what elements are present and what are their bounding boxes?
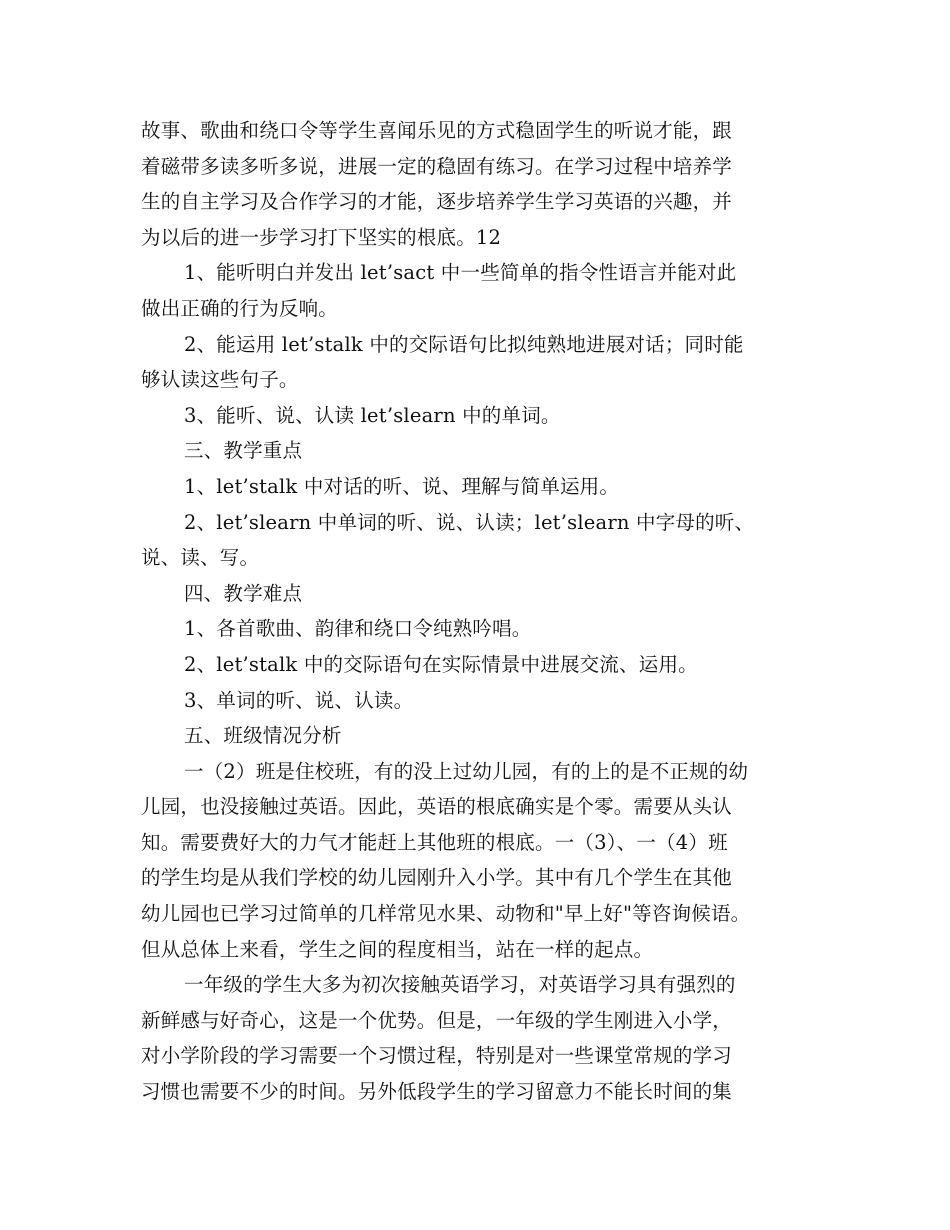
text-line: 新鲜感与好奇心，这是一个优势。但是，一年级的学生刚进入小学， (141, 1008, 733, 1032)
section-heading: 五、班级情况分析 (184, 724, 342, 748)
text-line: 生的自主学习及合作学习的才能，逐步培养学生学习英语的兴趣，并 (141, 190, 733, 214)
text-line: 着磁带多读多听多说，进展一定的稳固有练习。在学习过程中培养学 (141, 154, 733, 178)
text-line: 习惯也需要不少的时间。另外低段学生的学习留意力不能长时间的集 (141, 1080, 733, 1104)
paragraph-start: 一（2）班是住校班，有的没上过幼儿园，有的上的是不正规的幼 (184, 759, 749, 783)
text-line: 对小学阶段的学习需要一个习惯过程，特别是对一些课堂常规的学习 (141, 1044, 733, 1068)
list-item: 2、let’stalk 中的交际语句在实际情景中进展交流、运用。 (184, 652, 698, 676)
document-body (141, 113, 821, 1110)
text-line: 的学生均是从我们学校的幼儿园刚升入小学。其中有几个学生在其他 (141, 866, 733, 890)
list-item: 1、let’stalk 中对话的听、说、理解与简单运用。 (184, 474, 620, 498)
objective-item: 3、能听、说、认读 let’slearn 中的单词。 (184, 403, 561, 427)
objective-item: 1、能听明白并发出 let’sact 中一些简单的指令性语言并能对此 (184, 261, 737, 285)
objective-item: 2、能运用 let’stalk 中的交际语句比拟纯熟地进展对话；同时能 (184, 332, 744, 356)
text-line: 做出正确的行为反响。 (141, 296, 339, 320)
text-line: 知。需要费好大的力气才能赶上其他班的根底。一（3）、一（4）班 (141, 830, 728, 854)
list-item: 1、各首歌曲、韵律和绕口令纯熟吟唱。 (184, 617, 532, 641)
text-line: 为以后的进一步学习打下坚实的根底。12 (141, 225, 502, 249)
text-line: 但从总体上来看，学生之间的程度相当，站在一样的起点。 (141, 937, 654, 961)
paragraph-start: 一年级的学生大多为初次接触英语学习，对英语学习具有强烈的 (184, 973, 736, 997)
section-heading: 四、教学难点 (184, 581, 303, 605)
list-item: 2、let’slearn 中单词的听、说、认读；let’slearn 中字母的听、 (184, 510, 755, 534)
text-line: 故事、歌曲和绕口令等学生喜闻乐见的方式稳固学生的听说才能，跟 (141, 119, 733, 142)
text-line: 幼儿园也已学习过简单的几样常见水果、动物和"早上好"等咨询候语。 (141, 902, 751, 926)
list-item: 3、单词的听、说、认读。 (184, 688, 414, 712)
section-heading: 三、教学重点 (184, 439, 303, 463)
text-line: 够认读这些句子。 (141, 368, 299, 392)
text-line: 说、读、写。 (141, 546, 260, 570)
text-line: 儿园，也没接触过英语。因此，英语的根底确实是个零。需要从头认 (141, 795, 733, 819)
